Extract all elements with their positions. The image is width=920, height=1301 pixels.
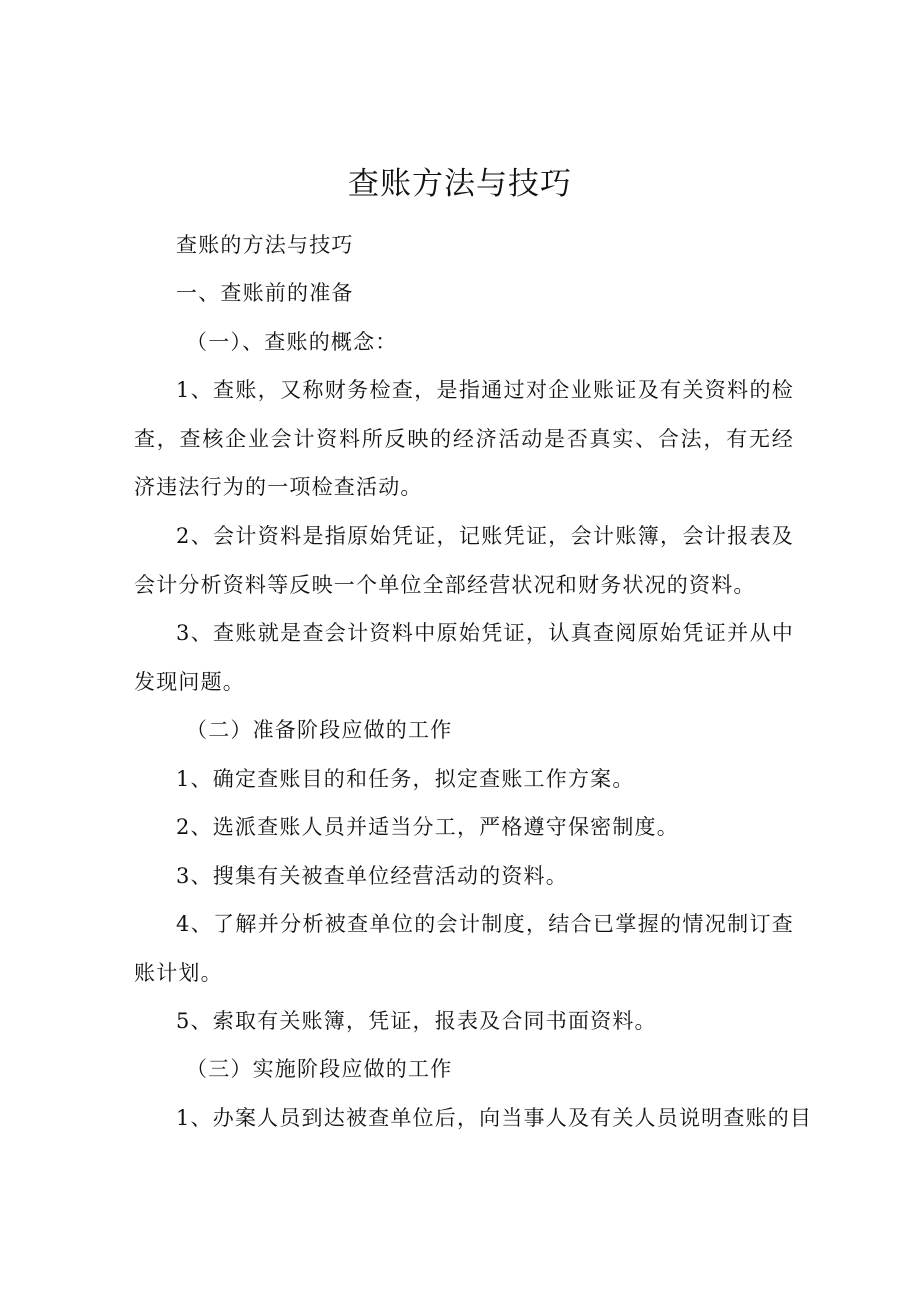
paragraph: 3、搜集有关被查单位经营活动的资料。 xyxy=(176,864,568,888)
subsection-heading: （三）实施阶段应做的工作 xyxy=(186,1057,453,1081)
paragraph: 2、选派查账人员并适当分工，严格遵守保密制度。 xyxy=(176,815,679,839)
paragraph: 1、查账，又称财务检查，是指通过对企业账证及有关资料的检查，查核企业会计资料所反映的经济活动是否真实、合法，有无经济违法行为的一项检查活动。 xyxy=(134,378,794,499)
section-heading: 一、查账前的准备 xyxy=(176,281,354,305)
paragraph: 5、索取有关账簿，凭证，报表及合同书面资料。 xyxy=(176,1009,657,1033)
subsection-heading: （一）、查账的概念： xyxy=(186,330,398,354)
subsection-heading: （二）准备阶段应做的工作 xyxy=(186,718,453,742)
paragraph-heading: 查账的方法与技巧 xyxy=(176,233,354,257)
paragraph: 1、办案人员到达被查单位后，向当事人及有关人员说明查账的目 xyxy=(176,1106,813,1130)
document-title: 查账方法与技巧 xyxy=(348,166,572,202)
paragraph: 2、会计资料是指原始凭证，记账凭证，会计账簿，会计报表及会计分析资料等反映一个单位全部经营状况和财务状况的资料。 xyxy=(134,524,794,597)
paragraph: 4、了解并分析被查单位的会计制度，结合已掌握的情况制订查账计划。 xyxy=(134,912,794,985)
paragraph: 1、确定查账目的和任务，拟定查账工作方案。 xyxy=(176,767,635,791)
paragraph: 3、查账就是查会计资料中原始凭证，认真查阅原始凭证并从中发现问题。 xyxy=(134,621,794,694)
